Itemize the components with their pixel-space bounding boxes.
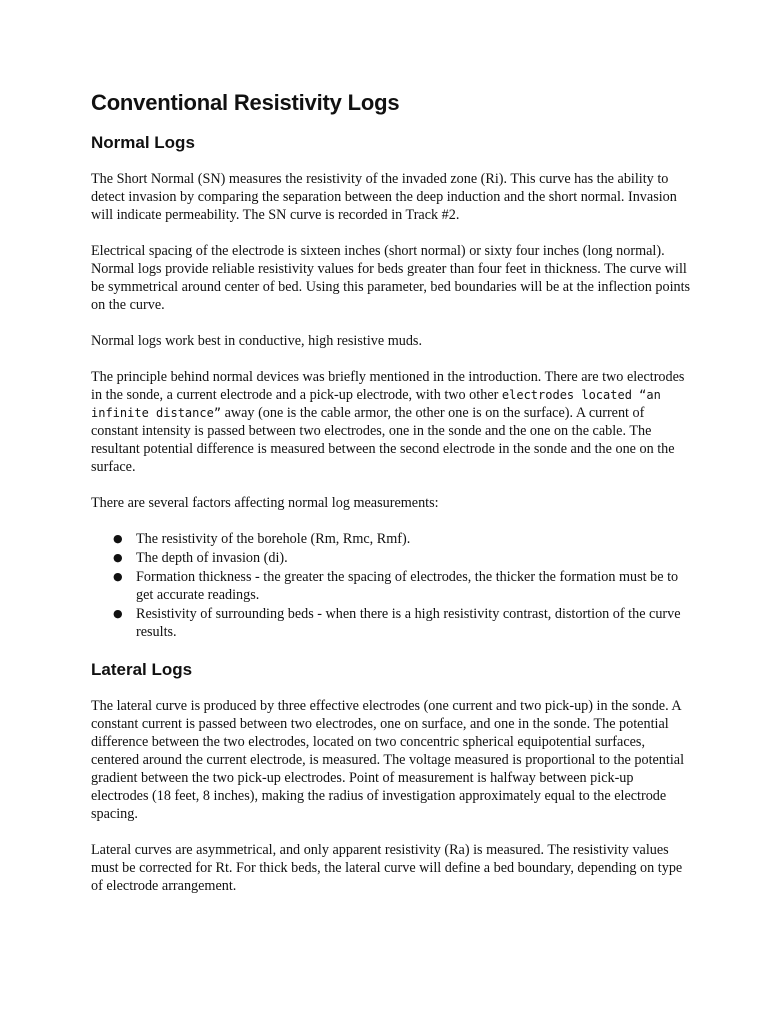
paragraph-principle-part1: The principle behind normal devices was briefly mentioned in the introduction. There are two electrodes in the sonde, a current electrode and a pick-up electrode, with two other xyxy=(91,369,685,403)
list-item xyxy=(91,605,691,641)
section-heading-lateral-logs: Lateral Logs xyxy=(91,660,193,679)
document-page xyxy=(91,88,691,913)
paragraph-electrode-spacing: Electrical spacing of the electrode is sixteen inches (short normal) or sixty four inches (long normal). Normal logs provide reliable resistivity values for beds greater than four feet in thickness. The curve will be symmetrical around center of bed. Using this parameter, bed boundaries will be at the inflection points on the curve. xyxy=(91,243,691,313)
paragraph-factors-intro: There are several factors affecting normal log measurements: xyxy=(91,495,439,511)
bullet-icon: ● xyxy=(113,532,123,545)
paragraph-principle xyxy=(91,368,691,476)
list-item-text: Resistivity of surrounding beds - when there is a high resistivity contrast, distortion of the curve results. xyxy=(136,606,681,640)
list-item xyxy=(91,549,691,567)
list-item-text: The depth of invasion (di). xyxy=(136,550,288,566)
section-heading-normal-logs: Normal Logs xyxy=(91,133,195,152)
list-item-text: Formation thickness - the greater the spacing of electrodes, the thicker the formation must be to get accurate readings. xyxy=(136,569,679,603)
paragraph-principle-mono: electrodes located “an infinite distance” xyxy=(91,388,661,420)
list-item xyxy=(91,568,691,604)
paragraph-muds: Normal logs work best in conductive, high resistive muds. xyxy=(91,333,422,349)
bullet-icon: ● xyxy=(113,551,123,564)
list-item-text: The resistivity of the borehole (Rm, Rmc, Rmf). xyxy=(136,531,411,547)
paragraph-lateral-curve: The lateral curve is produced by three effective electrodes (one current and two pick-up) in the sonde. A constant current is passed between two electrodes, one on surface, and one in the sonde. The potential difference between the two electrodes, located on two concentric spherical equipotential surfaces, centered around the current electrode, is measured. The voltage measured is proportional to the potential gradient between the two pick-up electrodes. Point of measurement is halfway between pick-up electrodes (18 feet, 8 inches), making the radius of investigation approximately equal to the electrode spacing. xyxy=(91,698,685,822)
bullet-icon: ● xyxy=(113,607,123,620)
list-item xyxy=(91,530,691,548)
paragraph-short-normal: The Short Normal (SN) measures the resistivity of the invaded zone (Ri). This curve has the ability to detect invasion by comparing the separation between the deep induction and the short normal. Invasion will indicate permeability. The SN curve is recorded in Track #2. xyxy=(91,171,677,223)
factors-list xyxy=(91,530,691,641)
bullet-icon: ● xyxy=(113,570,123,583)
paragraph-lateral-asymmetry: Lateral curves are asymmetrical, and only apparent resistivity (Ra) is measured. The resistivity values must be corrected for Rt. For thick beds, the lateral curve will define a bed boundary, depending on type of electrode arrangement. xyxy=(91,842,683,894)
page-title: Conventional Resistivity Logs xyxy=(91,90,400,115)
paragraph-principle-part2: away (one is the cable armor, the other one is on the surface). A current of constant intensity is passed between two electrodes, one in the sonde and the one on the cable. The resultant potential difference is measured between the second electrode in the sonde and the one on the surface. xyxy=(91,405,675,475)
